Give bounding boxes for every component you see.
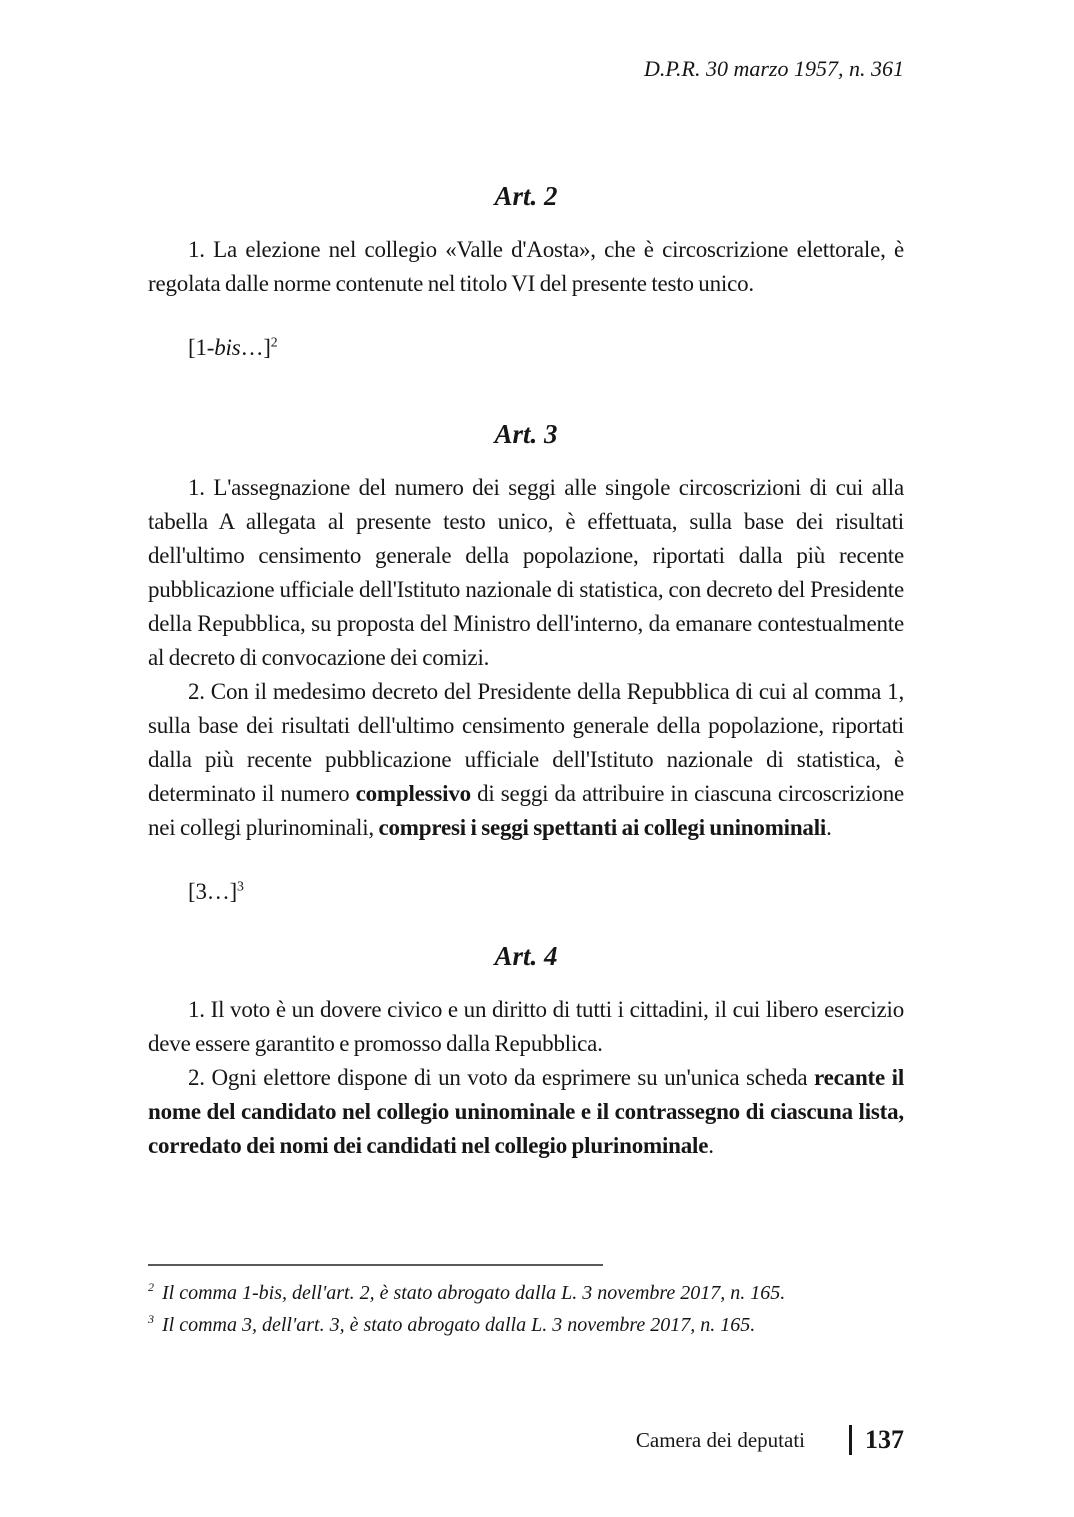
footnotes-block — [148, 1264, 904, 1344]
footnote-rule — [148, 1264, 603, 1266]
article-paragraph: 2. Con il medesimo decreto del Presidente della Repubblica di cui al comma 1, sulla base dei risultati dell'ultimo censimento generale della popolazione, riportati dalla più recente pubblicazione ufficiale dell'Istituto nazionale di statistica, è determinato il numero complessivo di seggi da attribuire in ciascuna circoscrizione nei collegi plurinominali, compresi i seggi spettanti ai collegi uninominali. — [148, 679, 905, 840]
footnote-text: Il comma 1-bis, dell'art. 2, è stato abrogato dalla L. 3 novembre 2017, n. 165. — [162, 1282, 786, 1304]
abrogated-comma-note: [1-bis…]$^2$ — [188, 334, 278, 360]
article-heading: Art. 4 — [494, 941, 558, 971]
footer-institution-label: Camera dei deputati — [635, 1427, 805, 1452]
article-section-2 — [148, 179, 904, 365]
footnote-marker: 2 — [148, 1280, 154, 1295]
page-footer — [148, 1423, 904, 1457]
article-section-3 — [148, 417, 904, 909]
header-title: D.P.R. 30 marzo 1957, n. 361 — [644, 56, 904, 81]
footnote — [148, 1312, 904, 1338]
article-heading: Art. 2 — [494, 181, 558, 211]
article-paragraph: 1. L'assegnazione del numero dei seggi alle singole circoscrizioni di cui alla tabella A allegata al presente testo unico, è effettuata, sulla base dei risultati dell'ultimo censimento generale della popolazione, riportati dalla più recente pubblicazione ufficiale dell'Istituto nazionale di statistica, con decreto del Presidente della Repubblica, su proposta del Ministro dell'interno, da emanare contestualmente al decreto di convocazione dei comizi. — [148, 475, 904, 670]
page-number: 137 — [865, 1425, 904, 1454]
footnote-marker: 3 — [148, 1312, 154, 1327]
abrogated-comma-note: [3…]$^3$ — [188, 878, 244, 904]
footnote-text: Il comma 3, dell'art. 3, è stato abrogato dalla L. 3 novembre 2017, n. 165. — [162, 1314, 756, 1336]
article-section-4 — [148, 939, 904, 1163]
article-heading: Art. 3 — [494, 419, 558, 449]
article-paragraph: 1. La elezione nel collegio «Valle d'Aosta», che è circoscrizione elettorale, è regolata dalle norme contenute nel titolo VI del presente testo unico. — [148, 237, 904, 296]
document-body — [148, 83, 904, 1163]
footnote — [148, 1280, 904, 1306]
page-header — [148, 55, 904, 83]
article-paragraph: 1. Il voto è un dovere civico e un diritto di tutti i cittadini, il cui libero esercizio deve essere garantito e promosso dalla Repubblica. — [148, 997, 904, 1056]
article-paragraph: 2. Ogni elettore dispone di un voto da esprimere su un'unica scheda recante il nome del candidato nel collegio uninominale e il contrassegno di ciascuna lista, corredato dei nomi dei candidati nel collegio plurinominale. — [148, 1065, 905, 1158]
footer-divider — [849, 1425, 852, 1455]
